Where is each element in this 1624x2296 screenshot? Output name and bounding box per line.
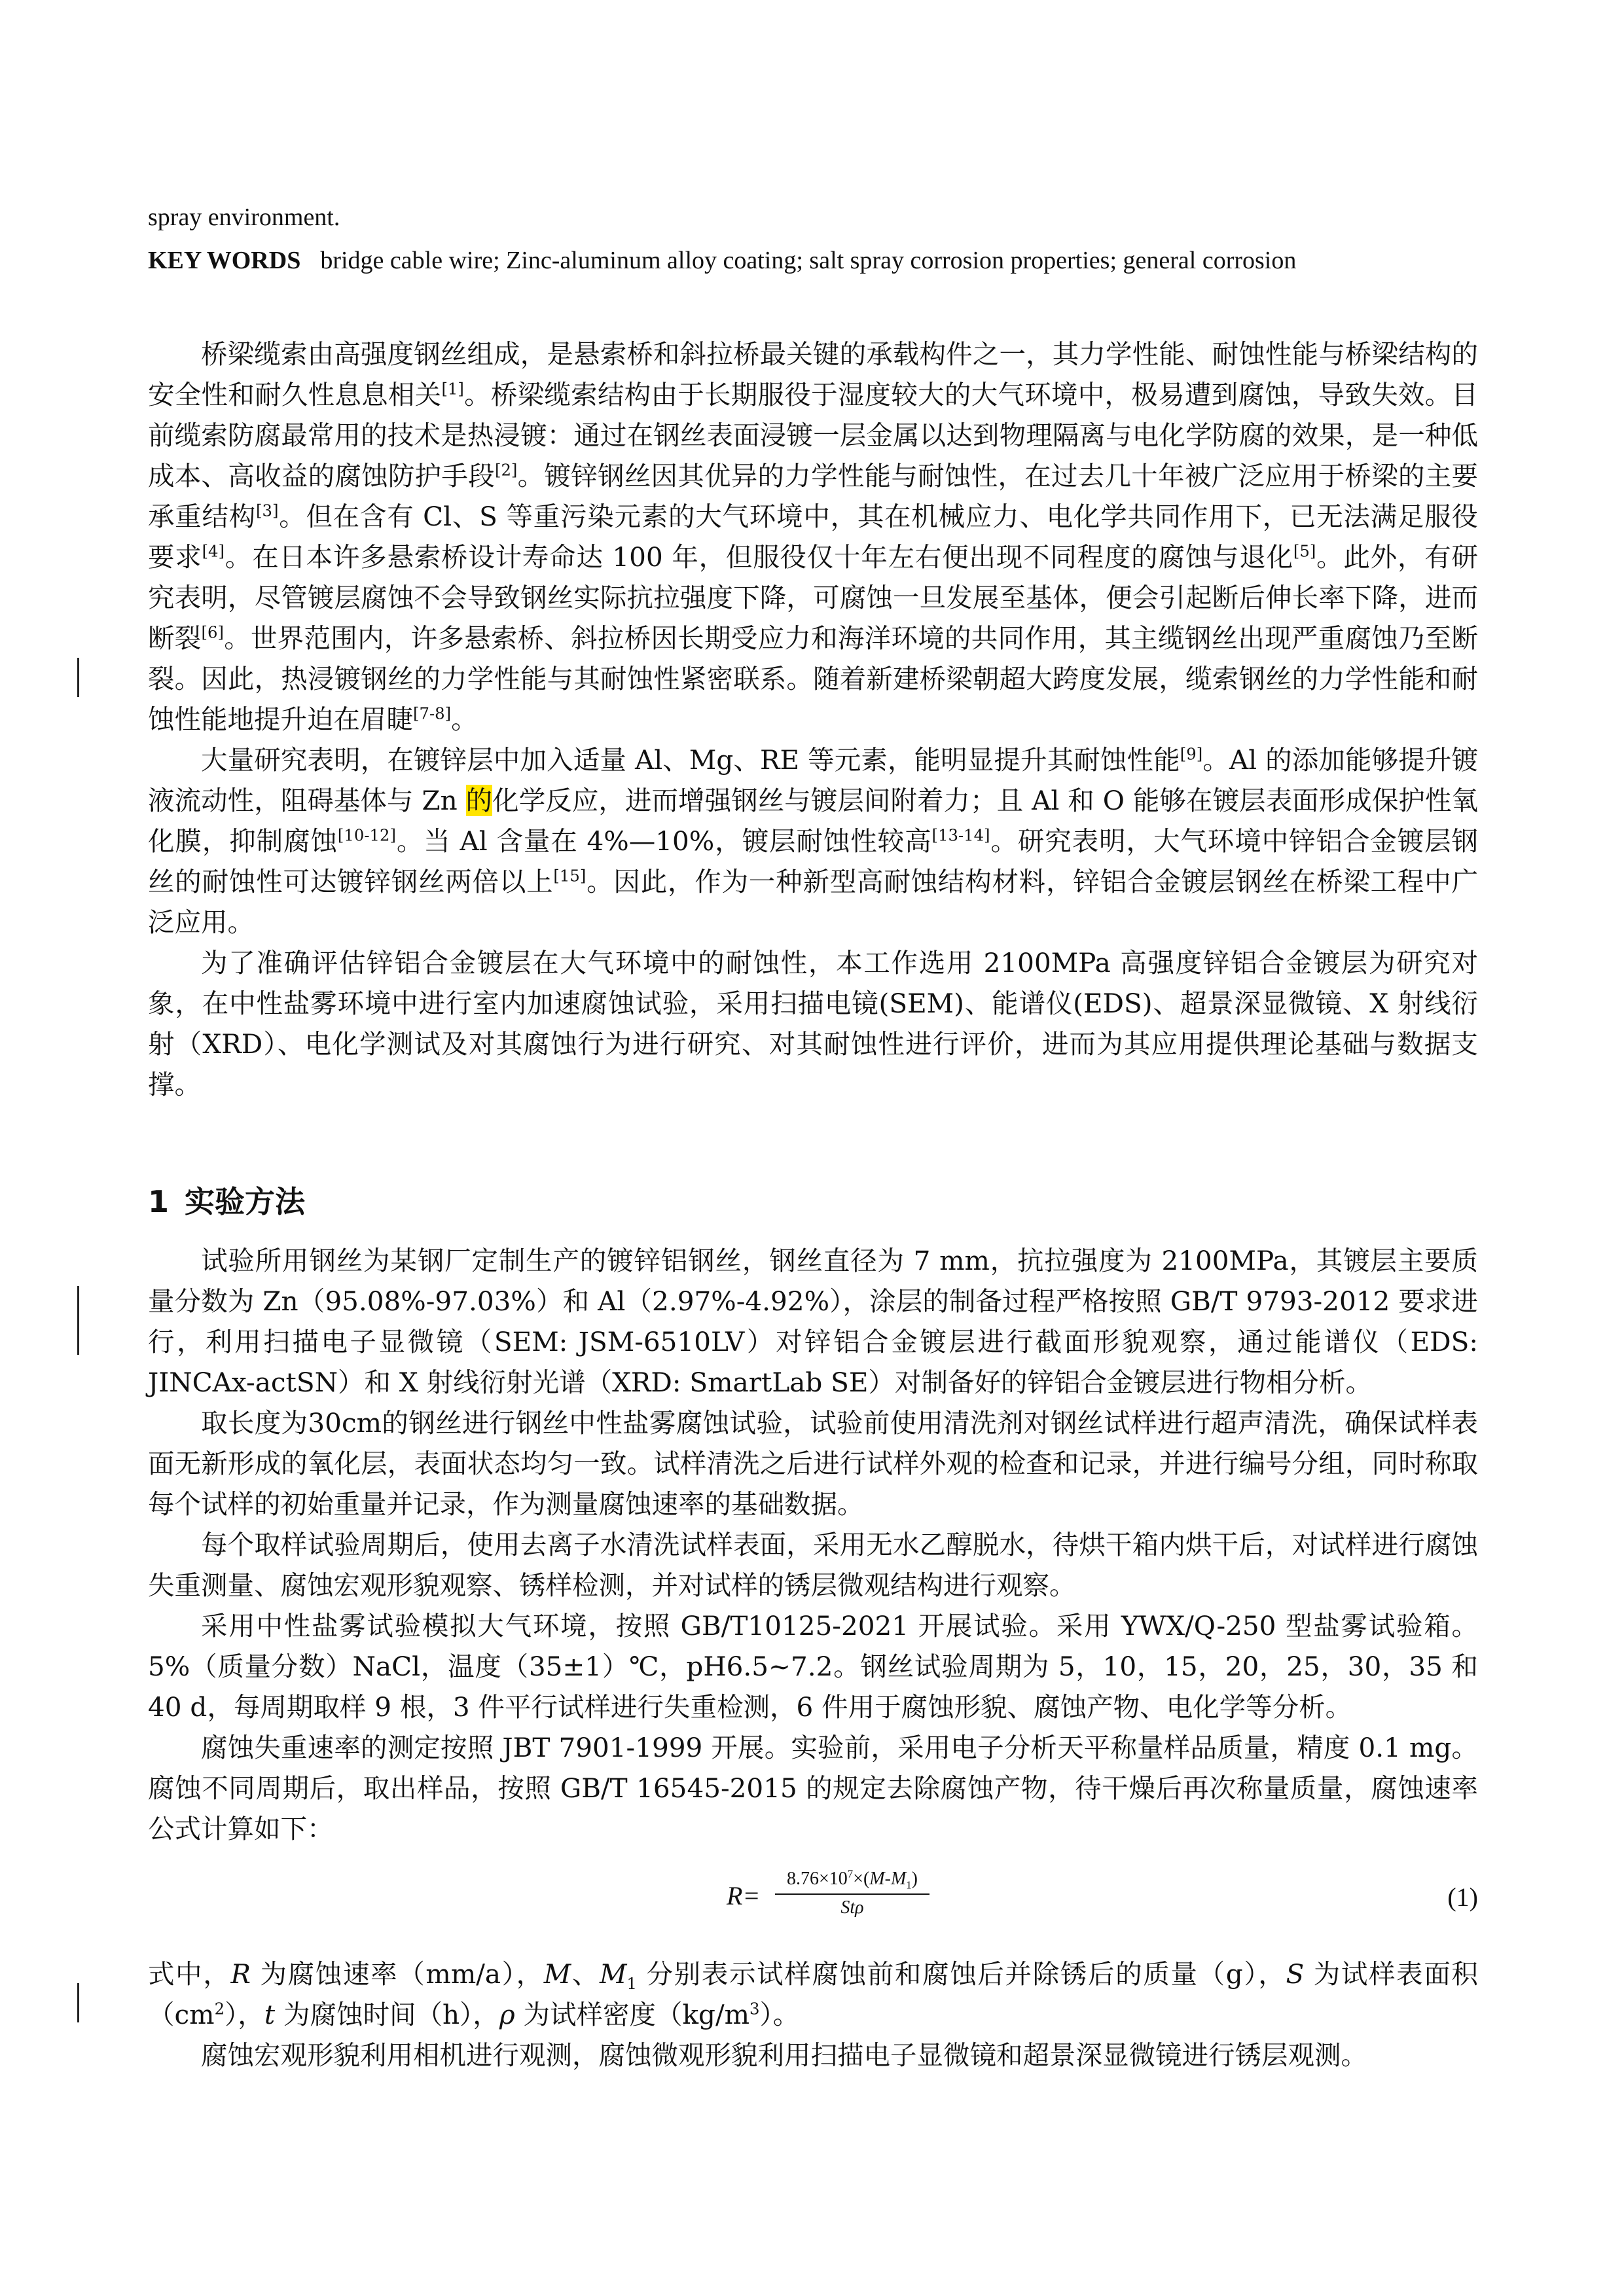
citation[interactable]: [5] (1293, 541, 1316, 561)
keywords-line (148, 246, 1296, 275)
intro-paragraph-3: 为了准确评估锌铝合金镀层在大气环境中的耐蚀性，本工作选用 2100MPa 高强度锌铝合金镀层为研究对象，在中性盐雾环境中进行室内加速腐蚀试验，采用扫描电镜(SEM)、能谱仪(EDS)、超景深显微镜、X 射线衍射（XRD）、电化学测试及对其腐蚀行为进行研究、对其耐蚀性进行评价，进而为其应用提供理论基础与数据支撑。 (148, 947, 1478, 1100)
equation-lhs: R= (727, 1881, 761, 1910)
intro-paragraph-2: 大量研究表明，在镀锌层中加入适量 Al、Mg、RE 等元素，能明显提升其耐蚀性能[9]。Al 的添加能够提升镀液流动性，阻碍基体与 Zn 的化学反应，进而增强钢丝与镀层间附着力；且 Al 和 O 能够在镀层表面形成保护性氧化膜，抑制腐蚀[10-12]。当 Al 含量在 4%—10%，镀层耐蚀性较高[13-14]。研究表明，大气环境中锌铝合金镀层钢丝的耐蚀性可达镀锌钢丝两倍以上[15]。因此，作为一种新型高耐蚀结构材料，锌铝合金镀层钢丝在桥梁工程中广泛应用。 (148, 744, 1479, 938)
explanation-paragraph: 式中，R 为腐蚀速率（mm/a），M、$M_1$ 分别表示试样腐蚀前和腐蚀后并除锈后的质量（g），S 为试样表面积$(cm^2)$，t 为腐蚀时间（h），ρ 为试样密度$(kg/m^3)$。 (148, 1958, 1478, 2030)
section-number: 1 (148, 1184, 170, 1219)
revision-bar (77, 658, 79, 697)
equation-1 (727, 1869, 1478, 1934)
citation[interactable]: [7-8] (413, 704, 452, 723)
methods-paragraph-5: 腐蚀失重速率的测定按照 JBT 7901-1999 开展。实验前，采用电子分析天平称量样品质量，精度 0.1 mg。腐蚀不同周期后，取出样品，按照 GB/T 16545-2015 的规定去除腐蚀产物，待干燥后再次称量质量，腐蚀速率公式计算如下： (148, 1732, 1478, 1844)
citation[interactable]: [9] (1180, 744, 1203, 764)
equation-fraction (775, 1869, 929, 1918)
revision-bar (77, 1286, 79, 1355)
highlighted-text: 的 (465, 785, 493, 816)
final-paragraph: 腐蚀宏观形貌利用相机进行观测，腐蚀微观形貌利用扫描电子显微镜和超景深显微镜进行锈层观测。 (201, 2039, 1367, 2071)
introduction (148, 334, 1478, 1105)
revision-bar (77, 1983, 79, 2022)
keywords-text: bridge cable wire; Zinc-aluminum alloy coating; salt spray corrosion properties; general corrosion (320, 247, 1297, 274)
citation[interactable]: [2] (494, 460, 518, 480)
section-heading (148, 1178, 321, 1221)
citation[interactable]: [6] (201, 622, 224, 642)
abstract-tail: spray environment. (148, 204, 340, 231)
citation[interactable]: [3] (256, 501, 279, 520)
keywords-label: KEY WORDS (148, 247, 301, 274)
intro-paragraph-1: 桥梁缆索由高强度钢丝组成，是悬索桥和斜拉桥最关键的承载构件之一，其力学性能、耐蚀性能与桥梁结构的安全性和耐久性息息相关[1]。桥梁缆索结构由于长期服役于湿度较大的大气环境中，极易遭到腐蚀，导致失效。目前缆索防腐最常用的技术是热浸镀：通过在钢丝表面浸镀一层金属以达到物理隔离与电化学防腐的效果，是一种低成本、高收益的腐蚀防护手段[2]。镀锌钢丝因其优异的力学性能与耐蚀性，在过去几十年被广泛应用于桥梁的主要承重结构[3]。但在含有 Cl、S 等重污染元素的大气环境中，其在机械应力、电化学共同作用下，已无法满足服役要求[4]。在日本许多悬索桥设计寿命达 100 年，但服役仅十年左右便出现不同程度的腐蚀与退化[5]。此外，有研究表明，尽管镀层腐蚀不会导致钢丝实际抗拉强度下降，可腐蚀一旦发展至基体，便会引起断后伸长率下降，进而断裂[6]。世界范围内，许多悬索桥、斜拉桥因长期受应力和海洋环境的共同作用，其主缆钢丝出现严重腐蚀乃至断裂。因此，热浸镀钢丝的力学性能与其耐蚀性紧密联系。随着新建桥梁朝超大跨度发展，缆索钢丝的力学性能和耐蚀性能地提升迫在眉睫[7-8]。 (148, 338, 1479, 735)
methods-paragraph-2: 取长度为30cm的钢丝进行钢丝中性盐雾腐蚀试验，试验前使用清洗剂对钢丝试样进行超声清洗，确保试样表面无新形成的氧化层，表面状态均匀一致。试样清洗之后进行试样外观的检查和记录，并进行编号分组，同时称取每个试样的初始重量并记录，作为测量腐蚀速率的基础数据。 (148, 1407, 1478, 1520)
equation-denominator: Stρ (840, 1897, 864, 1918)
section-title: 实验方法 (185, 1184, 306, 1219)
equation-explanation (148, 1954, 1478, 2075)
methods-paragraph-4: 采用中性盐雾试验模拟大气环境，按照 GB/T10125-2021 开展试验。采用 YWX/Q-250 型盐雾试验箱。5%（质量分数）NaCl，温度（35±1）℃，pH6.5~7.2。钢丝试验周期为 5，10，15，20，25，30，35 和 40 d，每周期取样 9 根，3 件平行试样进行失重检测，6 件用于腐蚀形貌、腐蚀产物、电化学等分析。 (148, 1610, 1478, 1723)
citation[interactable]: [10-12] (337, 825, 396, 845)
equation-number: (1) (1447, 1882, 1478, 1912)
methods-paragraph-3: 每个取样试验周期后，使用去离子水清洗试样表面，采用无水乙醇脱水，待烘干箱内烘干后，对试样进行腐蚀失重测量、腐蚀宏观形貌观察、锈样检测，并对试样的锈层微观结构进行观察。 (148, 1529, 1478, 1601)
methods (148, 1240, 1478, 1849)
citation[interactable]: [13-14] (931, 825, 990, 845)
citation[interactable]: [4] (202, 541, 225, 561)
citation[interactable]: [1] (441, 379, 464, 399)
methods-paragraph-1: 试验所用钢丝为某钢厂定制生产的镀锌铝钢丝，钢丝直径为 7 mm，抗拉强度为 2100MPa，其镀层主要质量分数为 Zn（95.08%-97.03%）和 Al（2.97%-4.92%），涂层的制备过程严格按照 GB/T 9793-2012 要求进行，利用扫描电子显微镜（SEM: JSM-6510LV）对锌铝合金镀层进行截面形貌观察，通过能谱仪（EDS: JINCAx-actSN）和 X 射线衍射光谱（XRD: SmartLab SE）对制备好的锌铝合金镀层进行物相分析。 (148, 1245, 1478, 1398)
citation[interactable]: [15] (553, 866, 586, 886)
equation-numerator: $8.76\times 10^7\times(M-M_1)$ (775, 1869, 929, 1895)
